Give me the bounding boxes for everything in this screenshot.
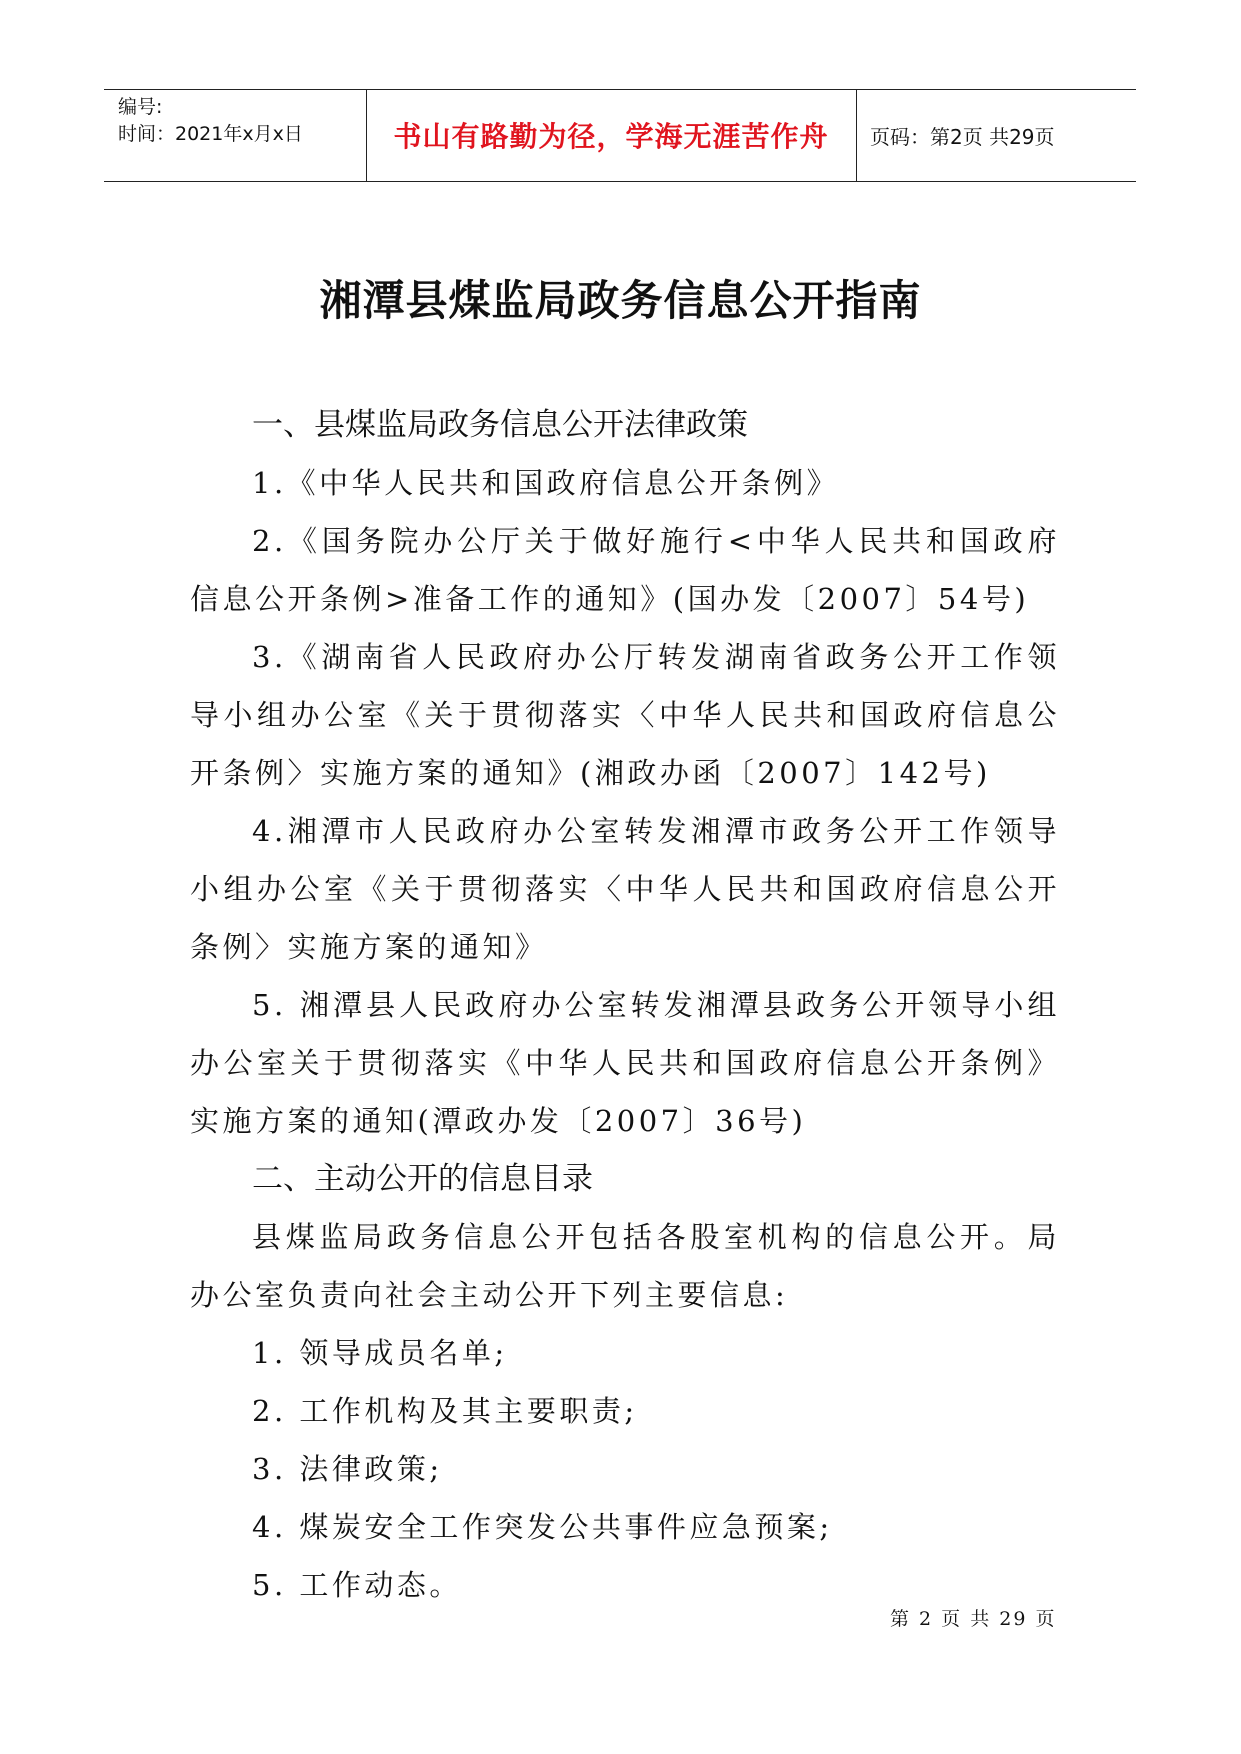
list-item: 1. 领导成员名单; <box>252 1336 508 1370</box>
section-heading: 二、主动公开的信息目录 <box>252 1161 593 1197</box>
header-motto: 书山有路勤为径，学海无涯苦作舟 <box>393 120 829 153</box>
header-meta <box>118 94 303 148</box>
number-label: 编号: <box>118 96 163 118</box>
header-page-code: 页码：第2页 共29页 <box>870 124 1055 149</box>
document-body <box>190 396 1060 1614</box>
header-table <box>104 89 1136 182</box>
section-intro: 县煤监局政务信息公开包括各股室机构的信息公开。局办公室负责向社会主动公开下列主要信息: <box>190 1220 1060 1312</box>
list-item: 3. 法律政策; <box>252 1452 443 1486</box>
list-item: 5. 工作动态。 <box>252 1568 462 1602</box>
document-title: 湘潭县煤监局政务信息公开指南 <box>319 276 922 325</box>
page-footer: 第 2 页 共 29 页 <box>890 1608 1057 1630</box>
list-item: 4.湘潭市人民政府办公室转发湘潭市政务公开工作领导小组办公室《关于贯彻落实〈中华人民共和国政府信息公开条例〉实施方案的通知》 <box>190 814 1060 964</box>
date-label: 时间：2021年x月x日 <box>118 123 303 145</box>
list-item: 5. 湘潭县人民政府办公室转发湘潭县政务公开领导小组办公室关于贯彻落实《中华人民共和国政府信息公开条例》实施方案的通知(潭政办发〔2007〕36号) <box>190 988 1060 1138</box>
list-item: 2.《国务院办公厅关于做好施行<中华人民共和国政府信息公开条例>准备工作的通知》(国办发〔2007〕54号) <box>190 524 1060 616</box>
section-heading: 一、县煤监局政务信息公开法律政策 <box>252 407 748 443</box>
list-item: 4. 煤炭安全工作突发公共事件应急预案; <box>252 1510 833 1544</box>
list-item: 2. 工作机构及其主要职责; <box>252 1394 638 1428</box>
list-item: 3.《湖南省人民政府办公厅转发湖南省政务公开工作领导小组办公室《关于贯彻落实〈中华人民共和国政府信息公开条例〉实施方案的通知》(湘政办函〔2007〕142号) <box>190 640 1060 790</box>
header-divider <box>856 90 857 181</box>
list-item: 1.《中华人民共和国政府信息公开条例》 <box>252 466 840 500</box>
